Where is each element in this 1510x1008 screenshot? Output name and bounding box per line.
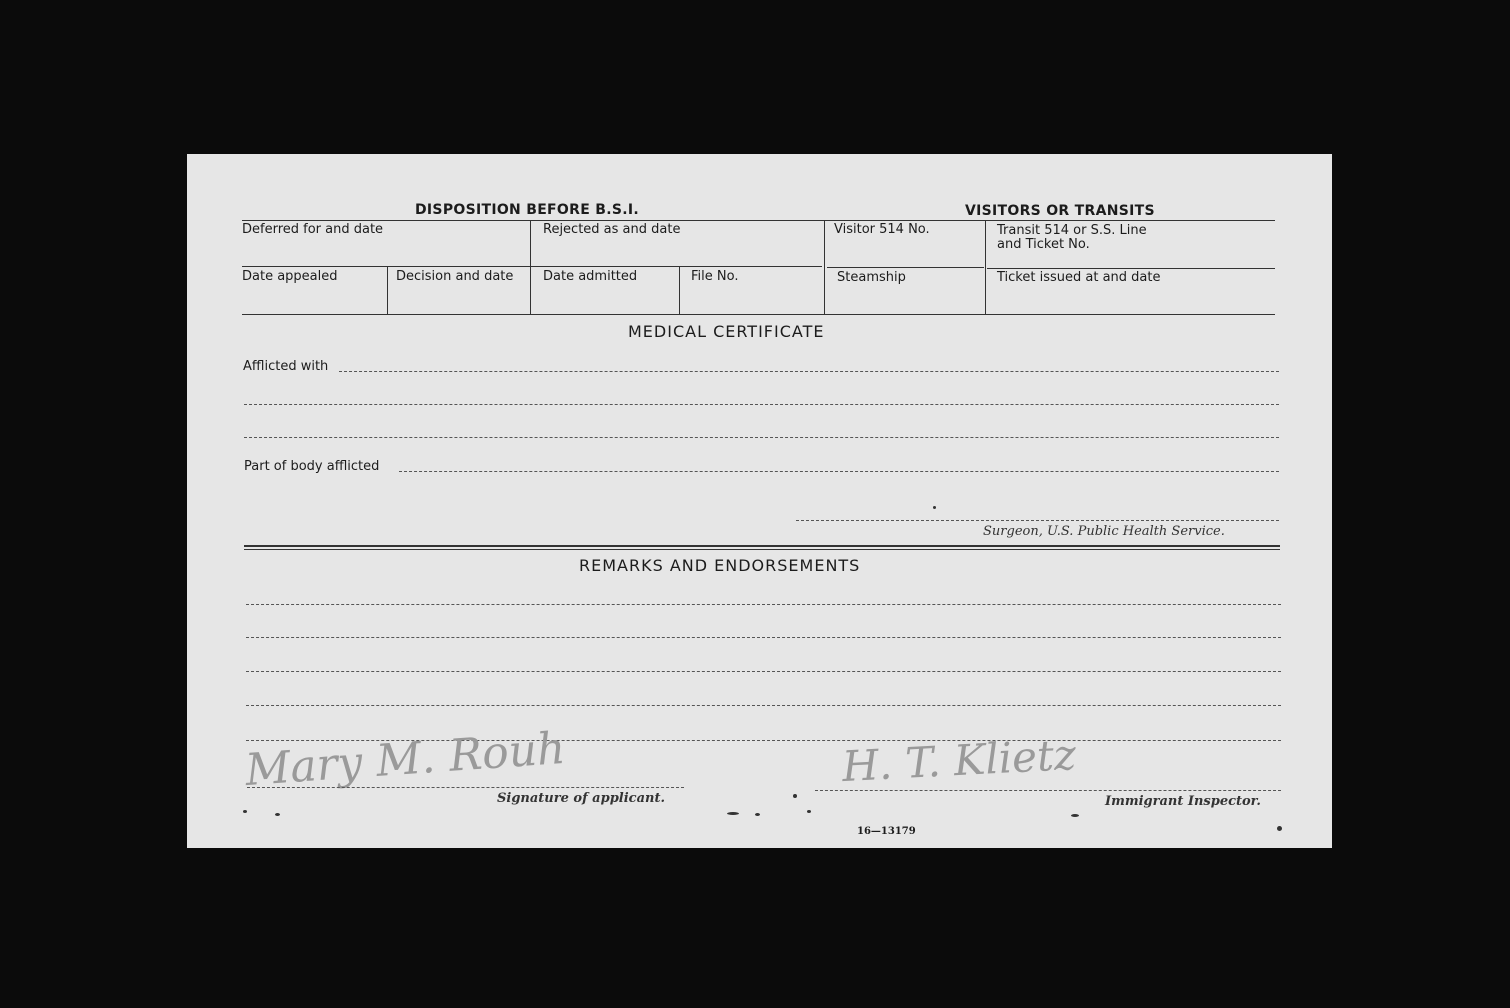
table-mid-line-center <box>827 267 984 268</box>
table-divider-4 <box>387 266 388 314</box>
ink-speck <box>933 506 936 509</box>
date-appealed-label: Date appealed <box>242 269 338 284</box>
separator-line-1 <box>244 545 1280 547</box>
table-divider-5 <box>679 266 680 314</box>
decision-label: Decision and date <box>396 269 514 284</box>
ink-speck <box>727 812 739 815</box>
form-number: 16—13179 <box>857 826 916 837</box>
visitors-heading: VISITORS OR TRANSITS <box>965 203 1155 219</box>
table-divider-2 <box>824 220 825 314</box>
remarks-line-3 <box>246 671 1281 672</box>
ink-speck <box>807 810 811 813</box>
visitor-no-label: Visitor 514 No. <box>834 222 930 237</box>
disposition-heading: DISPOSITION BEFORE B.S.I. <box>415 202 639 218</box>
form-card <box>187 154 1332 848</box>
ink-speck <box>1277 826 1282 831</box>
rejected-label: Rejected as and date <box>543 222 681 237</box>
inspector-signature: H. T. Klietz <box>840 729 1078 792</box>
table-divider-1 <box>530 220 531 314</box>
inspector-signature-label: Immigrant Inspector. <box>1105 794 1261 809</box>
remarks-title: REMARKS AND ENDORSEMENTS <box>579 556 861 575</box>
transit-label-line1: Transit 514 or S.S. Line <box>997 223 1147 238</box>
table-bottom-line <box>242 314 1275 315</box>
surgeon-label: Surgeon, U.S. Public Health Service. <box>983 524 1225 539</box>
afflicted-line-2 <box>244 404 1279 405</box>
date-admitted-label: Date admitted <box>543 269 638 284</box>
ink-speck <box>793 794 797 798</box>
afflicted-line-1 <box>339 371 1279 372</box>
afflicted-line-3 <box>244 437 1279 438</box>
remarks-line-2 <box>246 637 1281 638</box>
steamship-label: Steamship <box>837 270 906 285</box>
table-mid-line-left <box>242 266 822 267</box>
applicant-signature: Mary M. Rouh <box>243 722 567 797</box>
afflicted-label: Afflicted with <box>243 359 329 374</box>
transit-label-line2: and Ticket No. <box>997 237 1090 252</box>
applicant-signature-label: Signature of applicant. <box>497 791 665 806</box>
remarks-line-1 <box>246 604 1281 605</box>
ink-speck <box>1071 814 1079 817</box>
inspector-signature-line <box>815 790 1281 791</box>
deferred-label: Deferred for and date <box>242 222 384 237</box>
ticket-issued-label: Ticket issued at and date <box>997 270 1161 285</box>
separator-line-2 <box>244 549 1280 550</box>
file-no-label: File No. <box>691 269 739 284</box>
part-of-body-line <box>399 471 1279 472</box>
remarks-line-4 <box>246 705 1281 706</box>
part-of-body-label: Part of body afflicted <box>244 459 380 474</box>
table-mid-line-right <box>987 268 1275 269</box>
applicant-signature-line <box>247 787 684 788</box>
medical-certificate-title: MEDICAL CERTIFICATE <box>628 322 825 341</box>
surgeon-signature-line <box>796 520 1279 521</box>
ink-speck <box>275 813 280 816</box>
ink-speck <box>755 813 760 816</box>
table-top-line <box>242 220 1275 221</box>
ink-speck <box>243 810 247 813</box>
table-divider-3 <box>985 220 986 314</box>
